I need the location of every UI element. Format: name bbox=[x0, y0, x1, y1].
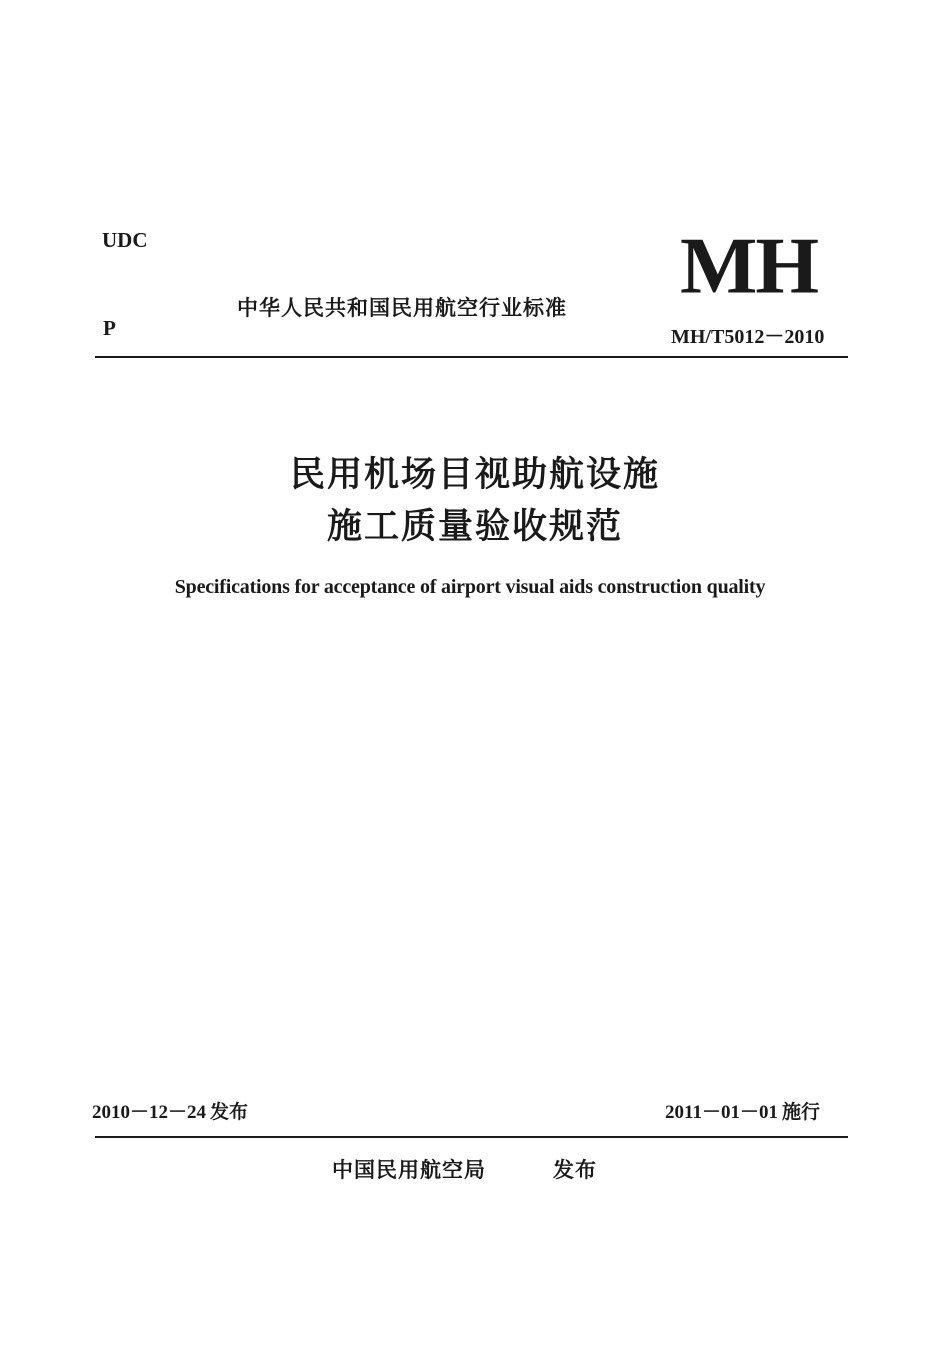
title-zh-line2: 施工质量验收规范 bbox=[326, 507, 623, 547]
udc-label: UDC bbox=[102, 228, 148, 252]
implementation-date-block bbox=[665, 1097, 820, 1124]
title-zh-line1: 民用机场目视助航设施 bbox=[289, 455, 660, 495]
standard-number: MH/T5012－2010 bbox=[671, 326, 825, 348]
header-divider bbox=[95, 356, 848, 358]
title-en: Specifications for acceptance of airport visual aids construction quality bbox=[174, 576, 766, 598]
issue-suffix: 发布 bbox=[210, 1101, 249, 1123]
implementation-suffix: 施行 bbox=[781, 1101, 820, 1123]
issue-date: 2010－12－24 bbox=[92, 1102, 207, 1123]
classification-code-label: P bbox=[103, 316, 116, 340]
standard-category: 中华人民共和国民用航空行业标准 bbox=[237, 296, 567, 320]
mh-logo: MH bbox=[680, 221, 818, 311]
publish-label: 发布 bbox=[553, 1158, 597, 1182]
issue-date-block bbox=[92, 1097, 248, 1124]
footer-divider bbox=[95, 1136, 848, 1138]
implementation-date: 2011－01－01 bbox=[665, 1102, 778, 1123]
publisher: 中国民用航空局 bbox=[332, 1158, 486, 1182]
